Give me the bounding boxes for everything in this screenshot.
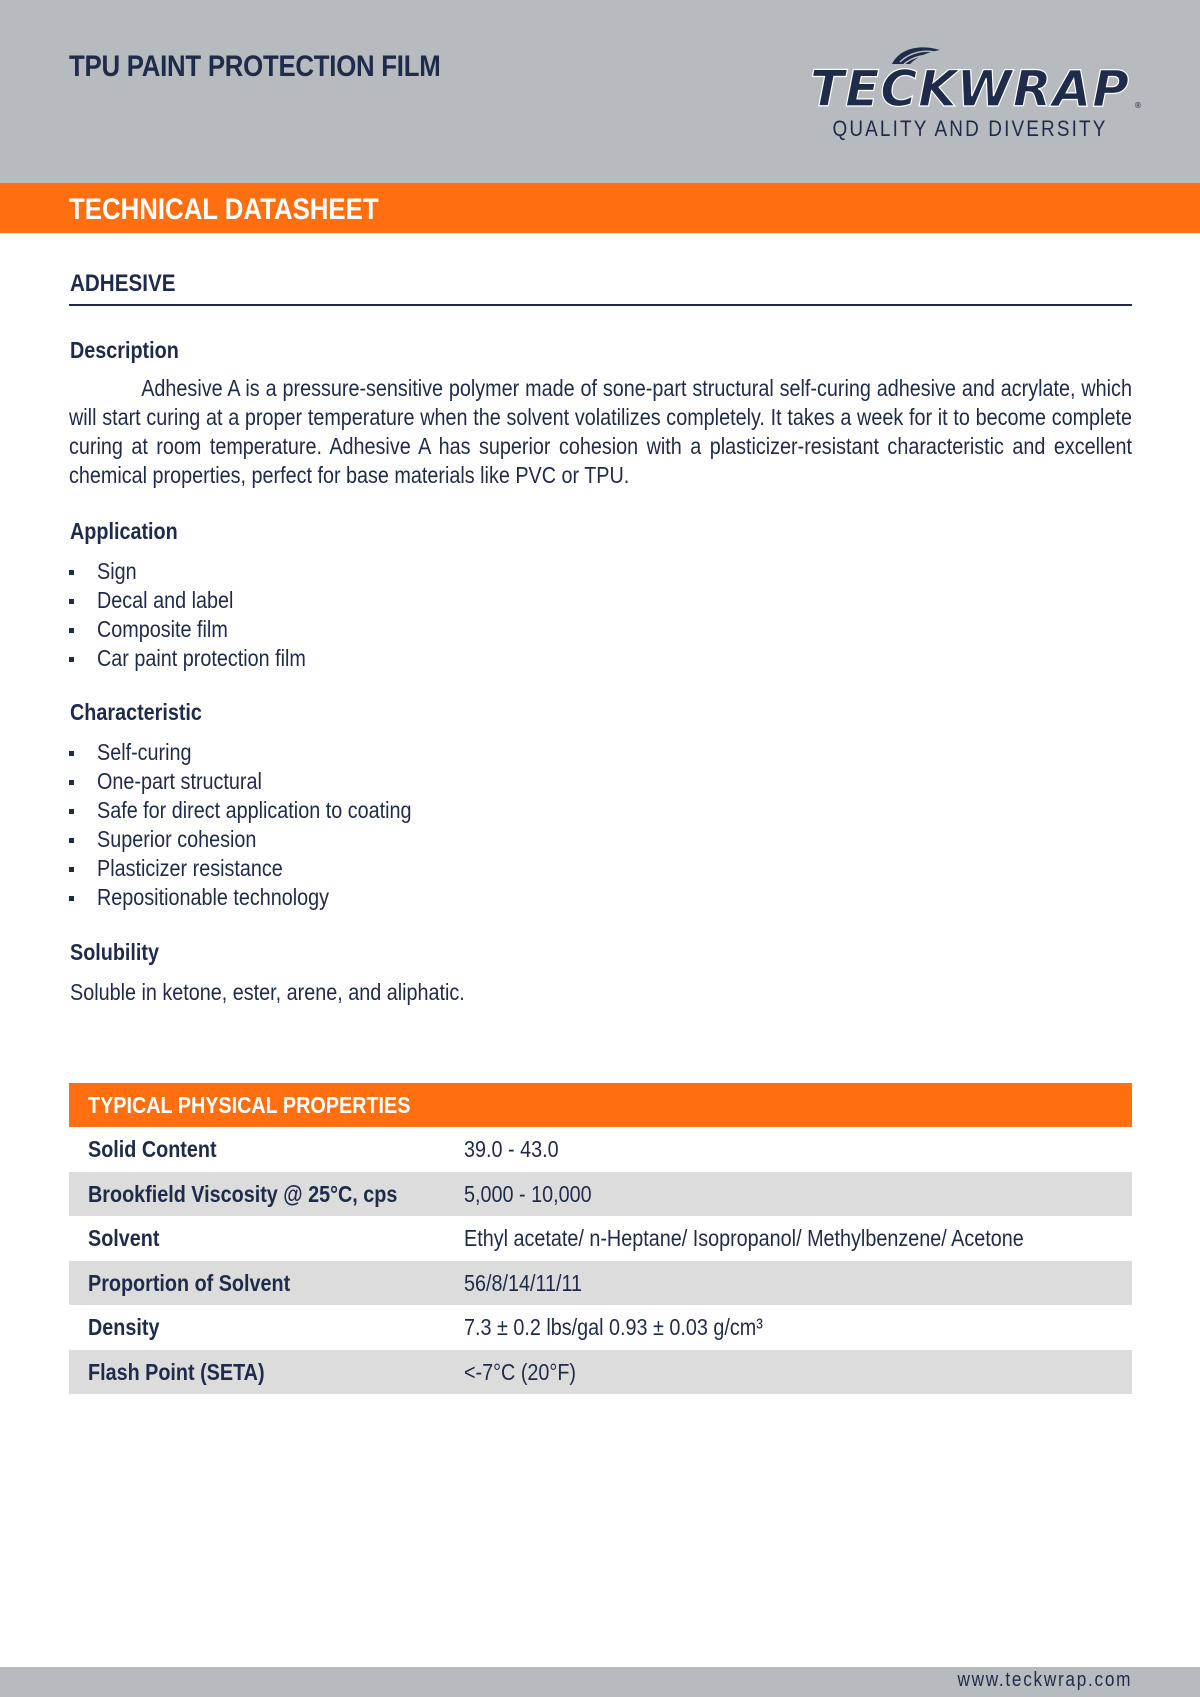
bullet-icon (69, 599, 74, 604)
table-row (69, 1172, 1132, 1217)
list-item: Car paint protection film (69, 644, 340, 673)
table-row (69, 1127, 1132, 1172)
list-item: Plasticizer resistance (69, 854, 463, 883)
list-item: Self-curing (69, 738, 463, 767)
footer-band (0, 1667, 1200, 1697)
property-value: 56/8/14/11/11 (464, 1269, 583, 1296)
bullet-icon (69, 780, 74, 785)
table-row (69, 1350, 1132, 1395)
list-item: Sign (69, 557, 340, 586)
section-title: ADHESIVE (70, 270, 176, 297)
bullet-icon (69, 896, 74, 901)
bullet-icon (69, 838, 74, 843)
solubility-text: Soluble in ketone, ester, arene, and aliphatic. (70, 979, 465, 1005)
table-title: TYPICAL PHYSICAL PROPERTIES (88, 1092, 411, 1118)
physical-properties-table (69, 1083, 1132, 1394)
solubility-heading: Solubility (70, 939, 160, 965)
property-value: 39.0 - 43.0 (464, 1136, 559, 1162)
property-value: <-7°C (20°F) (464, 1358, 577, 1385)
bullet-icon (69, 657, 74, 662)
document-title: TPU PAINT PROTECTION FILM (69, 50, 441, 83)
bullet-icon (69, 751, 74, 756)
list-item: One-part structural (69, 767, 463, 796)
table-header (69, 1083, 1132, 1127)
list-item: Decal and label (69, 586, 340, 615)
datasheet-banner (0, 183, 1200, 233)
property-label: Flash Point (SETA) (88, 1358, 265, 1385)
list-item: Repositionable technology (69, 883, 463, 912)
table-row (69, 1305, 1132, 1350)
bullet-icon (69, 867, 74, 872)
property-label: Solvent (88, 1225, 160, 1251)
property-label: Brookfield Viscosity @ 25°C, cps (88, 1180, 398, 1207)
property-value: Ethyl acetate/ n-Heptane/ Isopropanol/ Methylbenzene/ Acetone (464, 1225, 1024, 1251)
property-value: 7.3 ± 0.2 lbs/gal 0.93 ± 0.03 g/cm³ (464, 1314, 763, 1340)
bullet-icon (69, 628, 74, 633)
logo-wordmark: TECKWRAP (810, 60, 1130, 118)
bullet-icon (69, 570, 74, 575)
section-divider (69, 304, 1132, 306)
characteristic-list (69, 738, 463, 912)
property-label: Solid Content (88, 1136, 217, 1162)
table-row (69, 1261, 1132, 1306)
header-band (0, 0, 1200, 183)
property-label: Density (88, 1314, 160, 1340)
teckwrap-logo (800, 44, 1140, 148)
table-row (69, 1216, 1132, 1261)
property-value: 5,000 - 10,000 (464, 1180, 592, 1207)
property-label: Proportion of Solvent (88, 1269, 291, 1296)
description-text: Adhesive A is a pressure-sensitive polymer made of sone-part structural self-curing adhesive and acrylate, which will start curing at a proper temperature when the solvent volatilizes completely. It takes a week for it to become complete curing at room temperature. Adhesive A has superior cohesion with a plasticizer-resistant characteristic and excellent chemical properties, perfect for base materials like PVC or TPU. (69, 375, 1132, 488)
application-list (69, 557, 340, 673)
logo-tagline: QUALITY AND DIVERSITY (832, 116, 1108, 141)
svg-text:®: ® (1134, 101, 1142, 110)
list-item: Composite film (69, 615, 340, 644)
list-item: Safe for direct application to coating (69, 796, 463, 825)
teckwrap-logo-mark (800, 44, 1140, 116)
application-heading: Application (70, 518, 178, 544)
footer-website-link[interactable]: www.teckwrap.com (957, 1669, 1132, 1691)
bullet-icon (69, 809, 74, 814)
list-item: Superior cohesion (69, 825, 463, 854)
banner-title: TECHNICAL DATASHEET (69, 193, 379, 226)
description-heading: Description (70, 337, 179, 363)
characteristic-heading: Characteristic (70, 699, 202, 725)
